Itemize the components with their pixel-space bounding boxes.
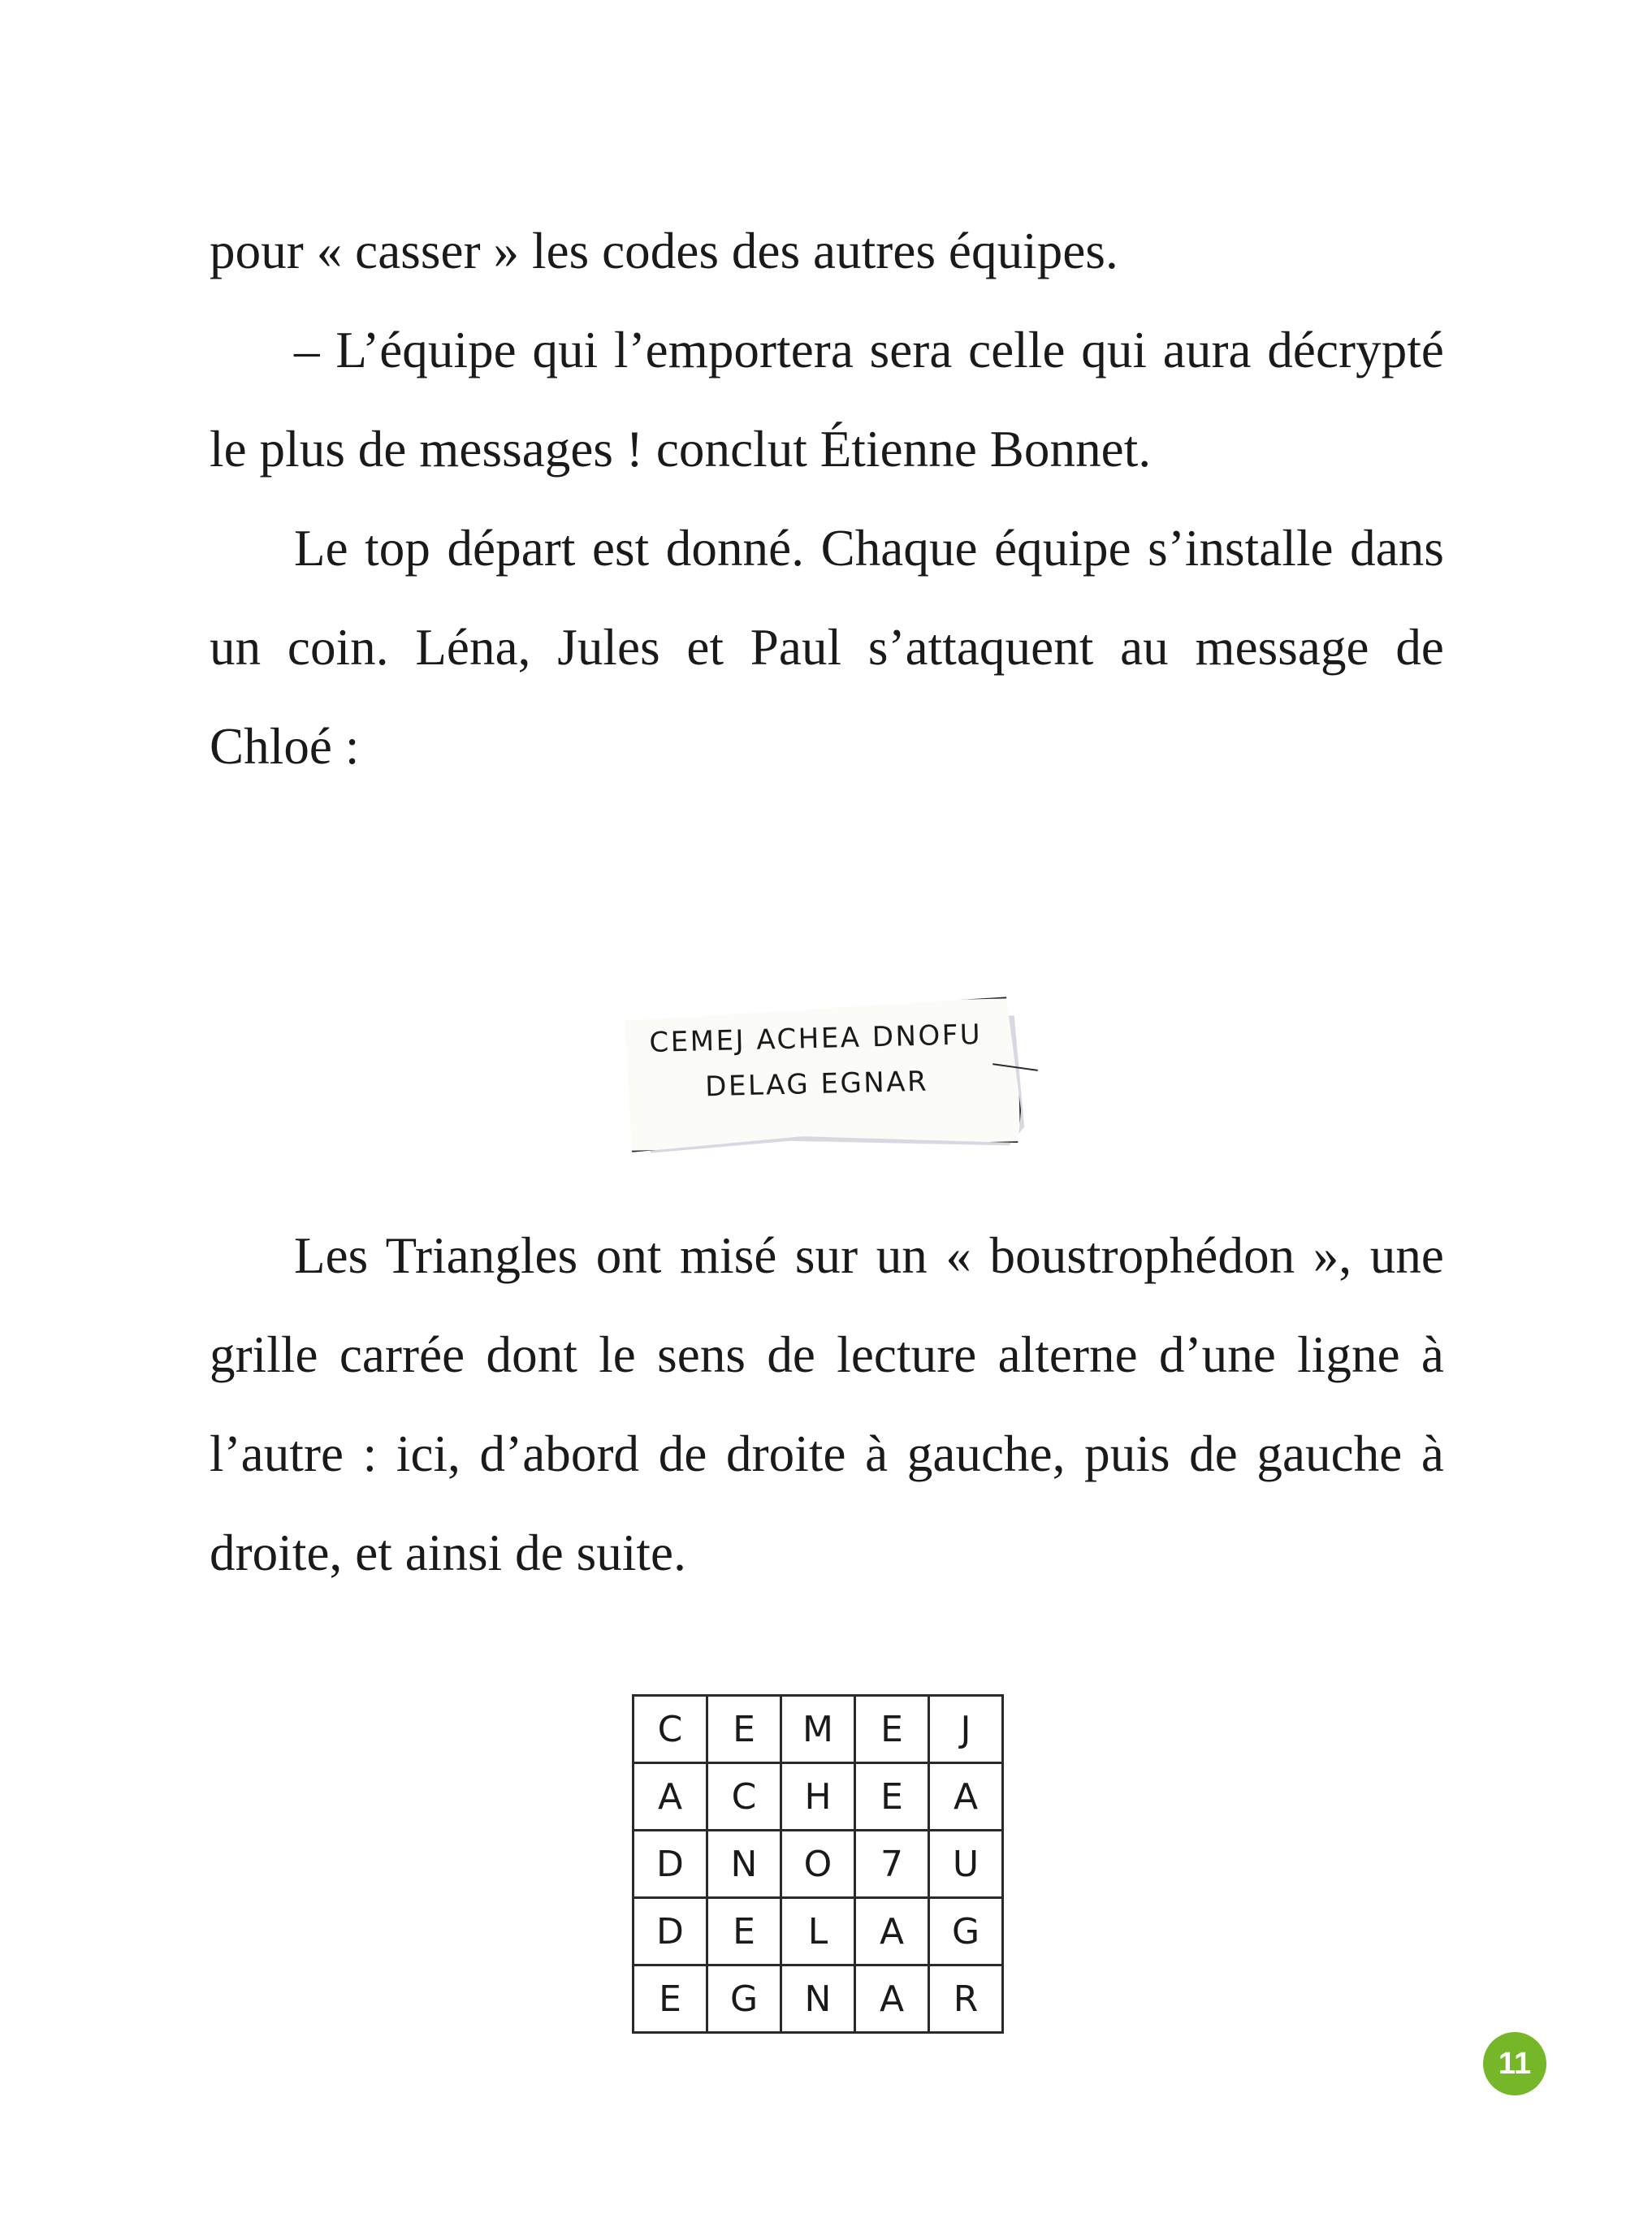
note-text [616, 1011, 1017, 1112]
grid-cell: G [707, 1965, 781, 2033]
grid-cell: N [707, 1831, 781, 1898]
grid-cell: D [634, 1831, 707, 1898]
paragraph-2: – L’équipe qui l’emportera sera celle qui aura décrypté le plus de messages ! conclut Étienne Bonnet. [210, 322, 1444, 478]
paragraph-1: pour « casser » les codes des autres équipes. [210, 223, 1118, 279]
grid-cell: O [781, 1831, 855, 1898]
table-row [634, 1831, 1003, 1898]
table-row [634, 1965, 1003, 2033]
grid-cell: E [855, 1763, 929, 1831]
coded-message-note [617, 995, 1040, 1170]
grid-cell: L [781, 1898, 855, 1965]
grid-cell: H [781, 1763, 855, 1831]
body-text-column [210, 201, 1444, 796]
boustrophedon-grid [632, 1694, 1004, 2034]
grid-cell: J [929, 1696, 1003, 1763]
grid-cell: D [634, 1898, 707, 1965]
grid-table [632, 1694, 1004, 2034]
grid-cell: C [707, 1763, 781, 1831]
grid-cell: A [855, 1965, 929, 2033]
grid-cell: A [855, 1898, 929, 1965]
grid-cell: E [634, 1965, 707, 2033]
grid-cell: 7 [855, 1831, 929, 1898]
note-line-2: DELAG EGNAR [704, 1065, 929, 1104]
grid-cell: M [781, 1696, 855, 1763]
grid-cell: C [634, 1696, 707, 1763]
grid-cell: N [781, 1965, 855, 2033]
grid-cell: A [634, 1763, 707, 1831]
grid-cell: E [707, 1696, 781, 1763]
paragraph-4: Les Triangles ont misé sur un « boustrophédon », une grille carrée dont le sens de lecture alterne d’une ligne à l’autre : ici, d’abord de droite à gauche, puis de gauche à droite, et ainsi de suite. [210, 1227, 1444, 1581]
grid-cell: E [855, 1696, 929, 1763]
page-number-badge: 11 [1483, 2032, 1546, 2095]
body-text-column-lower [210, 1206, 1444, 1602]
grid-cell: E [707, 1898, 781, 1965]
grid-cell: U [929, 1831, 1003, 1898]
paragraph-3: Le top départ est donné. Chaque équipe s’installe dans un coin. Léna, Jules et Paul s’attaquent au message de Chloé : [210, 520, 1444, 775]
grid-cell: G [929, 1898, 1003, 1965]
grid-cell: A [929, 1763, 1003, 1831]
table-row [634, 1763, 1003, 1831]
table-row [634, 1696, 1003, 1763]
grid-cell: R [929, 1965, 1003, 2033]
note-line-1: CEMEJ ACHEA DNOFU [649, 1018, 983, 1060]
table-row [634, 1898, 1003, 1965]
